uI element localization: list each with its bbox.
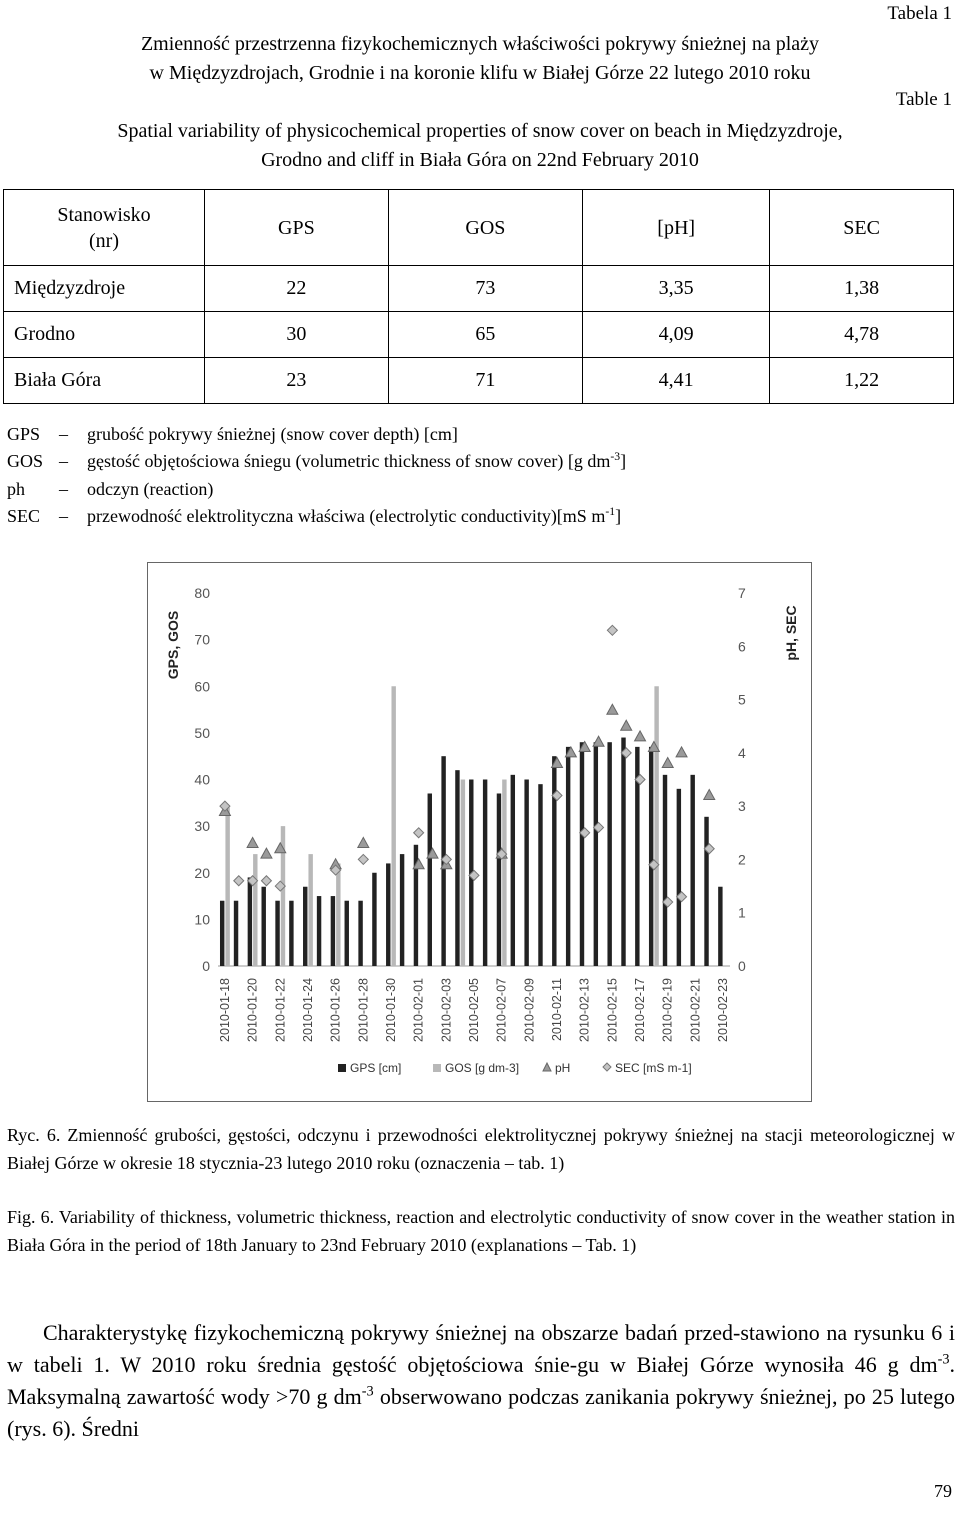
marker-ph [704,789,715,799]
table-row [4,312,954,358]
bar-gps [455,770,459,966]
x-tick-label: 2010-01-28 [356,978,371,1042]
header-sec: SEC [770,190,954,266]
y-tick-label-left: 40 [194,771,210,788]
bar-gps [649,747,653,966]
cell-ph: 3,35 [583,266,770,312]
table-row [4,266,954,312]
figcap-pl-lead: Ryc. 6. [7,1125,61,1145]
legend-label: SEC [mS m-1] [615,1061,692,1075]
properties-table [3,189,954,404]
y-tick-label-right: 4 [738,744,746,761]
figure-caption-en [7,1203,955,1259]
marker-ph [635,731,646,741]
bar-gps [718,887,722,966]
x-tick-label: 2010-01-18 [217,978,232,1042]
bar-gps [677,789,681,966]
cell-site: Grodno [4,312,205,358]
x-tick-label: 2010-02-15 [605,978,620,1042]
bar-gps [566,747,570,966]
legend-swatch [338,1064,346,1072]
bar-gps [358,901,362,966]
bar-gps [386,863,390,966]
y-tick-label-left: 70 [194,631,210,648]
cell-gos: 71 [388,358,582,404]
bar-gps [524,780,528,967]
legend-gps [7,421,458,447]
title-en-line2: Grodno and cliff in Biała Góra on 22nd February 2010 [261,149,699,171]
legend-label: pH [555,1061,571,1075]
y-tick-label-right: 5 [738,691,746,708]
legend-abbr: GPS [7,424,41,444]
bar-gos [461,780,465,967]
legend-sup: -3 [610,450,621,463]
legend-abbr: ph [7,479,25,499]
bar-gos [502,780,506,967]
legend-abbr: SEC [7,506,41,526]
x-tick-label: 2010-02-13 [577,978,592,1042]
bar-gps [483,780,487,967]
bar-gos [336,863,340,966]
marker-ph [247,837,258,847]
cell-gos: 73 [388,266,582,312]
header-site-line2: (nr) [89,229,119,252]
y-tick-label-left: 0 [202,958,210,974]
x-tick-label: 2010-01-24 [300,978,315,1042]
legend-text: grubość pokrywy śnieżnej (snow cover depth) [cm] [87,424,458,444]
x-tick-label: 2010-02-05 [467,978,481,1042]
marker-sec [414,828,424,838]
y-tick-label-right: 6 [738,638,746,655]
cell-ph: 4,09 [583,312,770,358]
figcap-en-lead: Fig. 6. [7,1207,55,1227]
figure-caption-pl [7,1121,955,1177]
x-tick-label: 2010-01-22 [273,978,288,1042]
bar-gps [552,756,556,966]
bar-gps [262,887,266,966]
x-tick-label: 2010-02-19 [660,978,675,1042]
bar-gps [303,887,307,966]
legend-tail: ] [620,451,627,471]
legend-ph [7,476,213,502]
bar-gos [308,854,312,966]
cell-gps: 23 [205,358,389,404]
bar-gps [331,896,335,966]
legend-label: GPS [cm] [350,1061,402,1075]
cell-sec: 4,78 [770,312,954,358]
figcap-pl-text: Zmienność grubości, gęstości, odczynu i przewodności elektrolitycznej pokrywy śnieżnej na stacji meteorologicznej w Białej Górze w okresie 18 stycznia-23 lutego 2010 roku (oznaczenia – tab. 1) [7,1125,955,1173]
y-tick-label-left: 80 [194,585,210,601]
header-gos: GOS [388,190,582,266]
title-en-line1: Spatial variability of physicochemical properties of snow cover on beach in Międzyzdroje, [117,120,843,142]
bar-gps [400,854,404,966]
title-pl-line1: Zmienność przestrzenna fizykochemicznych właściwości pokrywy śnieżnej na plaży [140,33,820,55]
y-axis-title-left: GPS, GOS [165,610,181,680]
legend-gos [7,448,626,474]
bar-gps [372,873,376,966]
legend-swatch [603,1063,611,1071]
x-tick-label: 2010-01-20 [245,978,260,1042]
cell-sec: 1,22 [770,358,954,404]
cell-ph: 4,41 [583,358,770,404]
marker-sec [234,876,244,886]
cell-site: Międzyzdroje [4,266,205,312]
cell-sec: 1,38 [770,266,954,312]
legend-swatch [543,1063,551,1071]
y-tick-label-right: 1 [738,904,746,921]
legend-dash: – [59,479,68,499]
y-axis-title-right: pH, SEC [783,605,799,661]
bar-gps [497,793,501,966]
marker-sec [607,625,617,635]
body-sup2: -3 [361,1383,374,1400]
bar-gps [607,742,611,966]
bar-gps [428,793,432,966]
bar-gps [538,784,542,966]
y-tick-label-right: 2 [738,851,746,868]
x-tick-label: 2010-02-23 [716,978,731,1042]
bar-gos [253,854,257,966]
cell-site: Biała Góra [4,358,205,404]
legend-dash: – [59,424,68,444]
bar-gos [225,807,229,966]
cell-gps: 22 [205,266,389,312]
x-tick-label: 2010-02-03 [439,978,454,1042]
bar-gps [690,775,694,966]
marker-sec [261,876,271,886]
bar-gos [654,686,658,966]
figure-6-chart [147,562,812,1102]
marker-sec [358,854,368,864]
y-tick-label-left: 60 [194,678,210,695]
legend-text: przewodność elektrolityczna właściwa (electrolytic conductivity)[mS m [87,506,606,526]
page-number: 79 [934,1481,952,1501]
marker-ph [607,704,618,714]
title-pl-line2: w Międzyzdrojach, Grodnie i na koronie klifu w Białej Górze 22 lutego 2010 roku [149,62,811,84]
bar-gps [704,817,708,966]
y-tick-label-left: 10 [194,911,210,928]
marker-ph [676,747,687,757]
x-tick-label: 2010-02-09 [522,978,537,1042]
header-site-line1: Stanowisko [57,203,151,226]
marker-ph [662,758,673,768]
marker-ph [593,736,604,746]
marker-ph [261,848,272,858]
table-label-pl: Tabela 1 [887,3,952,24]
bar-gps [275,901,279,966]
legend-sec [7,503,621,529]
bar-gps [663,775,667,966]
legend-tail: ] [615,506,622,526]
bar-gps [317,896,321,966]
legend-sup: -1 [605,505,616,518]
bar-gps [289,901,293,966]
y-tick-label-right: 3 [738,798,746,815]
y-tick-label-right: 0 [738,958,746,974]
legend-abbr: GOS [7,451,44,471]
bar-gps [345,901,349,966]
body-paragraph [7,1317,955,1445]
header-site [4,190,205,266]
marker-ph [358,837,369,847]
header-gps: GPS [205,190,389,266]
bar-gps [580,742,584,966]
x-tick-label: 2010-02-01 [411,978,426,1042]
bar-gps [234,901,238,966]
x-tick-label: 2010-02-07 [494,978,509,1042]
table-row [4,358,954,404]
legend-dash: – [59,506,68,526]
bar-gps [621,738,625,966]
figcap-en-text: Variability of thickness, volumetric thickness, reaction and electrolytic conductivity of snow cover in the weather station in Biała Góra in the period of 18th January to 23nd February 2010 (explanations – Tab. 1) [7,1207,955,1255]
cell-gps: 30 [205,312,389,358]
body-part1: Charakterystykę fizykochemiczną pokrywy śnieżnej na obszarze badań przed-stawiono na rysunku 6 i w tabeli 1. W 2010 roku średnia gęstość objętościowa śnie-gu w Białej Górze wynosiła 46 g dm [7,1320,955,1377]
bar-gps [594,742,598,966]
legend-dash: – [59,451,68,471]
x-tick-label: 2010-02-11 [550,978,565,1042]
legend-label: GOS [g dm-3] [445,1061,520,1075]
legend-text: gęstość objętościowa śniegu (volumetric thickness of snow cover) [g dm [87,451,611,471]
x-tick-label: 2010-01-30 [383,978,398,1042]
x-tick-label: 2010-02-21 [688,978,703,1042]
chart-svg [148,563,810,1100]
body-part3: obserwowano podczas zanikania pokrywy śnieżnej, po 25 lutego (rys. 6). Średni [7,1384,955,1441]
table-label-en: Table 1 [895,89,952,110]
bar-gps [248,877,252,966]
header-ph: [pH] [583,190,770,266]
marker-ph [621,720,632,730]
legend-text: odczyn (reaction) [87,479,214,499]
y-tick-label-left: 30 [194,818,210,835]
y-tick-label-right: 7 [738,585,746,601]
table-header-row [4,190,954,266]
legend-swatch [433,1064,441,1072]
y-tick-label-left: 50 [194,724,210,741]
y-tick-label-left: 20 [194,864,210,881]
body-sup1: -3 [937,1351,950,1368]
body-part2: . Maksymalną zawartość wody >70 g dm [7,1352,955,1409]
bar-gps [511,775,515,966]
bar-gos [391,686,395,966]
cell-gos: 65 [388,312,582,358]
bar-gps [220,901,224,966]
x-tick-label: 2010-02-17 [633,978,648,1042]
x-tick-label: 2010-01-26 [328,978,343,1042]
